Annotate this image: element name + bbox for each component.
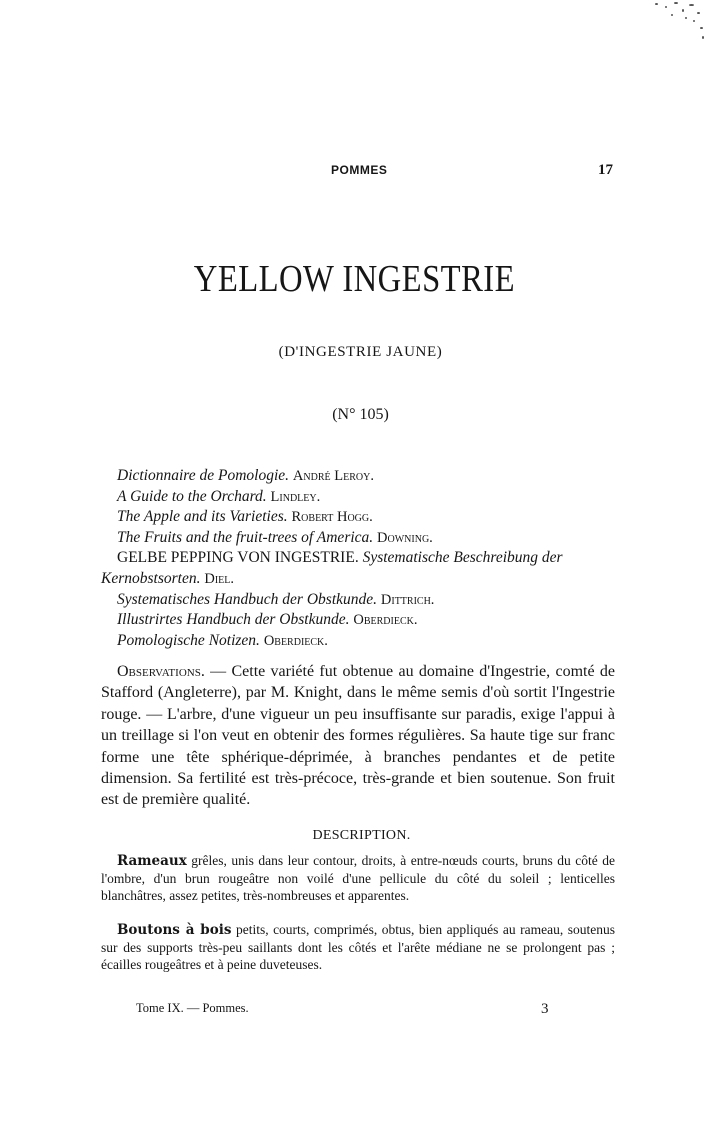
observations-lead: Observations. <box>117 663 205 680</box>
description-lead: Rameaux <box>117 853 187 869</box>
reference-author: Dittrich. <box>380 591 435 608</box>
reference-title: Illustrirtes Handbuch der Obstkunde. <box>117 611 350 629</box>
description-text: petits, courts, comprimés, obtus, bien appliqués au rameau, soutenus sur des supports très-peu saillants dont les côtés et l'arête médiane ne se prolongent pas ; écailles rougeâtres et à peine duveteuses. <box>101 922 615 973</box>
reference-item <box>101 507 621 528</box>
observations-text: — Cette variété fut obtenue au domaine d'Ingestrie, comté de Stafford (Angleterre), par M. Knight, dans le même semis d'où sortit l'Ingestrie rouge. — L'arbre, d'une vigueur un peu insuffisante sur paradis, exige l'appui à un treillage si l'on veut en obtenir des formes régulières. Sa haute tige sur franc forme une tête sphérique-déprimée, à branches pendantes et de petite dimension. Sa fertilité est très-précoce, très-grande et bien soutenue. Son fruit est de première qualité. <box>101 663 615 809</box>
reference-list <box>101 466 621 651</box>
reference-author: Oberdieck. <box>263 632 328 649</box>
description-lead: Boutons à bois <box>117 922 232 938</box>
reference-lead: GELBE PEPPING VON INGESTRIE. <box>117 549 359 567</box>
description-paragraph-buds <box>101 921 615 974</box>
reference-item <box>101 610 621 631</box>
reference-author: Oberdieck. <box>353 612 418 629</box>
reference-item <box>101 569 621 590</box>
reference-title: The Apple and its Varieties. <box>117 508 288 526</box>
variety-number: (N° 105) <box>332 406 389 423</box>
reference-item <box>101 487 621 508</box>
reference-title: Systematische Beschreibung der <box>362 549 563 567</box>
footer-signature: 3 <box>541 1001 549 1017</box>
reference-author: Lindley. <box>270 488 321 505</box>
reference-author: Downing. <box>377 529 433 546</box>
page-corner-specks <box>647 0 707 45</box>
reference-item <box>101 631 621 652</box>
description-paragraph-branches <box>101 852 615 905</box>
reference-title: Kernobstsorten. <box>101 569 201 587</box>
description-heading: DESCRIPTION. <box>312 828 411 843</box>
reference-title: Pomologische Notizen. <box>117 631 260 649</box>
page-number: 17 <box>598 162 613 178</box>
reference-item <box>101 548 621 569</box>
reference-author: André Leroy. <box>292 468 374 484</box>
reference-title: The Fruits and the fruit-trees of America. <box>117 528 374 546</box>
running-head: POMMES <box>331 163 388 177</box>
reference-title: Dictionnaire de Pomologie. <box>117 467 290 484</box>
reference-item <box>101 590 621 611</box>
reference-item <box>101 466 621 487</box>
reference-item <box>101 528 621 549</box>
page-subtitle: (D'INGESTRIE JAUNE) <box>278 344 443 360</box>
description-text: grêles, unis dans leur contour, droits, à entre-nœuds courts, bruns du côté de l'ombre, d'un brun rougeâtre non voilé d'une pellicule du côté du soleil ; lenticelles blanchâtres, assez petites, très-nombreuses et apparentes. <box>101 853 615 904</box>
reference-author: Robert Hogg. <box>291 509 373 526</box>
page-title: YELLOW INGESTRIE <box>193 258 516 300</box>
footer-tome: Tome IX. — Pommes. <box>136 1001 249 1015</box>
reference-author: Diel. <box>204 570 234 587</box>
observations-paragraph <box>101 661 615 811</box>
reference-title: A Guide to the Orchard. <box>117 487 267 505</box>
reference-title: Systematisches Handbuch der Obstkunde. <box>117 590 378 608</box>
